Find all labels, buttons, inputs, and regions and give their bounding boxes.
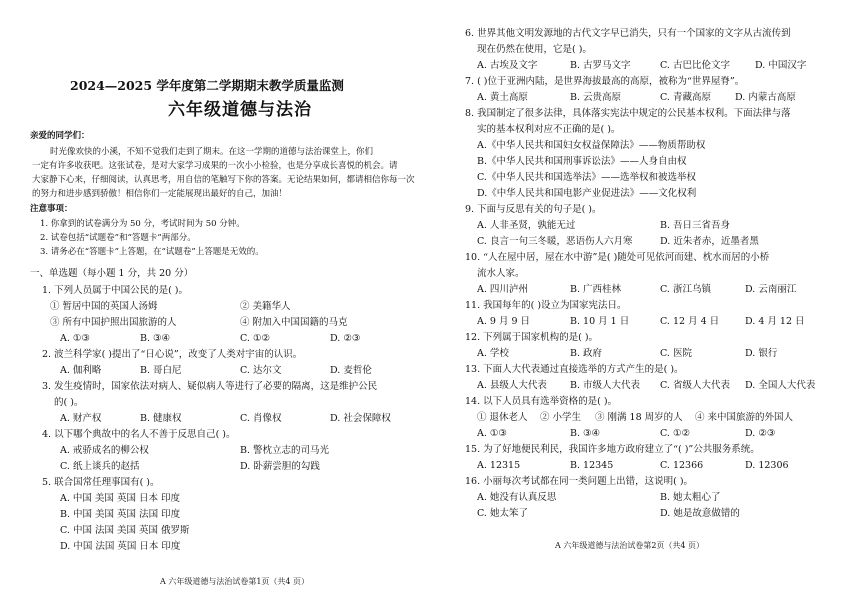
option-c: C.《中华人民共和国选举法》——选举权和被选举权 <box>477 172 696 183</box>
section-heading: 一、单选题（每小题 1 分，共 20 分） <box>30 268 194 279</box>
question-3: 3. 发生疫情时，国家依法对病人、疑似病人等进行了必要的隔离，这是维护公民 <box>42 381 378 392</box>
option-b: B. 广西桂林 <box>570 284 622 295</box>
option-a: A. 伽利略 <box>60 365 102 376</box>
option-a: A.《中华人民共和国妇女权益保障法》——物质帮助权 <box>477 140 706 151</box>
option-d: D. 银行 <box>745 348 778 359</box>
option-a: A. 古埃及文字 <box>477 60 538 71</box>
note-item: 1. 你拿到的试卷满分为 50 分，考试时间为 50 分钟。 <box>40 219 245 229</box>
question-10-cont: 流水人家。 <box>477 268 525 279</box>
option-b: B. 政府 <box>570 348 603 359</box>
option-d: D. 近朱者赤，近墨者黑 <box>660 236 759 247</box>
option-c: C. 良言一句三冬暖，恶语伤人六月寒 <box>477 236 633 247</box>
option-a: A. 学校 <box>477 348 509 359</box>
option-c: C. ①② <box>660 428 691 439</box>
option-b: B. 警枕立志的司马光 <box>240 445 330 456</box>
option-a: A. 9 月 9 日 <box>477 316 531 327</box>
option-a: A. ①③ <box>477 428 507 439</box>
option-a: A. 12315 <box>477 460 521 471</box>
option-d: D. ②③ <box>330 333 361 344</box>
note-item: 3. 请务必在“答题卡”上答题，在“试题卷”上答题是无效的。 <box>40 247 264 257</box>
option-text: ③ 所有中国护照出国旅游的人 <box>50 317 177 328</box>
option-d: D.《中华人民共和国电影产业促进法》——文化权利 <box>477 188 697 199</box>
option-c: C. 达尔文 <box>240 365 282 376</box>
option-b: B. 市级人大代表 <box>570 380 641 391</box>
question-15: 15. 为了好地便民利民，我国许多地方政府建立了“( )”公共服务系统。 <box>465 444 760 455</box>
option-c: C. 肖像权 <box>240 413 282 424</box>
option-a: A. 县级人大代表 <box>477 380 547 391</box>
option-d: D. 她是故意做错的 <box>660 508 740 519</box>
option-b: B. 古罗马文字 <box>570 60 631 71</box>
question-2: 2. 波兰科学家( )提出了“日心说”，改变了人类对宇宙的认识。 <box>42 349 303 360</box>
option-d: D. 12306 <box>745 460 789 471</box>
option-d: D. 全国人大代表 <box>745 380 816 391</box>
option-b: B. 健康权 <box>140 413 182 424</box>
option-c: C. 浙江乌镇 <box>660 284 711 295</box>
option-d: D. 中国汉字 <box>755 60 807 71</box>
question-16: 16. 小丽每次考试都在同一类问题上出错，这说明( )。 <box>465 476 694 487</box>
option-text: ③ 刚满 18 周岁的人 <box>595 412 683 423</box>
question-8-cont: 实的基本权利对应不正确的是( )。 <box>477 124 621 135</box>
question-1: 1. 下列人员属于中国公民的是( )。 <box>42 285 189 296</box>
option-text: ④ 来中国旅游的外国人 <box>695 412 794 423</box>
greeting: 亲爱的同学们： <box>30 131 90 141</box>
question-11: 11. 我国每年的( )设立为国家宪法日。 <box>465 300 627 311</box>
page-footer: A 六年级道德与法治试卷第2页（共4 页） <box>555 541 705 550</box>
option-a: A. 她没有认真反思 <box>477 492 557 503</box>
intro-line: 时光像欢快的小溪，不知不觉我们走到了期末。在这一学期的道德与法治课堂上，你们 <box>50 147 374 157</box>
question-3-cont: 的( )。 <box>54 397 84 408</box>
question-14: 14. 以下人员具有选举资格的是( )。 <box>465 396 618 407</box>
option-c: C. 12 月 4 日 <box>660 316 720 327</box>
option-d: D. ②③ <box>745 428 776 439</box>
option-a: A. 戒骄成名的柳公权 <box>60 445 149 456</box>
option-d: D. 4 月 12 日 <box>745 316 805 327</box>
option-d: D. 麦哲伦 <box>330 365 372 376</box>
option-d: D. 社会保障权 <box>330 413 391 424</box>
option-d: D. 云南丽江 <box>745 284 797 295</box>
intro-line: 大家静下心来，仔细阅读，认真思考，用自信的笔触写下你的答案。无论结果如何，都请相信你每一次 <box>32 175 415 185</box>
option-c: C. 医院 <box>660 348 692 359</box>
option-c: C. 青藏高原 <box>660 92 711 103</box>
option-b: B. ③④ <box>570 428 601 439</box>
question-8: 8. 我国制定了很多法律，具体落实宪法中规定的公民基本权利。下面法律与落 <box>465 108 791 119</box>
option-c: C. 省级人大代表 <box>660 380 730 391</box>
option-c: C. 古巴比伦文字 <box>660 60 730 71</box>
option-a: A. 中国 美国 英国 日本 印度 <box>60 493 180 504</box>
option-c: C. ①② <box>240 333 271 344</box>
option-d: D. 卧薪尝胆的勾践 <box>240 461 320 472</box>
option-b: B. 中国 美国 英国 法国 印度 <box>60 509 181 520</box>
option-b: B. 云贵高原 <box>570 92 622 103</box>
option-a: A. 黄土高原 <box>477 92 528 103</box>
option-b: B.《中华人民共和国刑事诉讼法》——人身自由权 <box>477 156 687 167</box>
question-6: 6. 世界其他文明发源地的古代文字早已消失，只有一个国家的文字从古流传到 <box>465 28 791 39</box>
intro-line: 的努力和进步感到骄傲！相信你们一定能展现出最好的自己，加油！ <box>32 189 288 199</box>
option-b: B. 吾日三省吾身 <box>660 220 731 231</box>
question-4: 4. 以下哪个典故中的名人不善于反思自己( )。 <box>42 429 236 440</box>
option-a: A. ①③ <box>60 333 90 344</box>
question-6-cont: 现在仍然在使用，它是( )。 <box>477 44 592 55</box>
option-d: D. 内蒙古高原 <box>735 92 796 103</box>
option-text: ② 小学生 <box>540 412 582 423</box>
question-12: 12. 下列属于国家机构的是( )。 <box>465 332 599 343</box>
option-b: B. 12345 <box>570 460 614 471</box>
option-a: A. 财产权 <box>60 413 102 424</box>
notes-title: 注意事项： <box>30 204 73 214</box>
option-c: C. 中国 法国 美国 英国 俄罗斯 <box>60 525 190 536</box>
question-5: 5. 联合国常任理事国有( )。 <box>42 477 160 488</box>
option-text: ① 退休老人 <box>477 412 528 423</box>
question-9: 9. 下面与反思有关的句子是( )。 <box>465 204 602 215</box>
intro-line: 一定有许多收获吧。这张试卷，是对大家学习成果的一次小小检验，也是分享成长喜悦的机会。请 <box>32 161 398 171</box>
page-footer: A 六年级道德与法治试卷第1页（共4 页） <box>160 577 310 586</box>
note-item: 2. 试卷包括“试题卷”和“答题卡”两部分。 <box>40 233 196 243</box>
option-a: A. 四川泸州 <box>477 284 528 295</box>
option-text: ② 美籍华人 <box>240 301 291 312</box>
option-text: ④ 附加入中国国籍的马克 <box>240 317 348 328</box>
option-d: D. 中国 法国 英国 日本 印度 <box>60 541 181 552</box>
option-c: C. 她太笨了 <box>477 508 528 519</box>
option-c: C. 12366 <box>660 460 704 471</box>
option-b: B. 10 月 1 日 <box>570 316 630 327</box>
option-c: C. 纸上谈兵的赵括 <box>60 461 140 472</box>
subject-title: 六年级道德与法治 <box>168 100 312 120</box>
option-text: ① 暂居中国的英国人汤姆 <box>50 301 158 312</box>
option-b: B. 她太粗心了 <box>660 492 721 503</box>
question-13: 13. 下面人大代表通过直接选举的方式产生的是( )。 <box>465 364 684 375</box>
question-7: 7. ( )位于亚洲内陆，是世界海拔最高的高原，被称为“世界屋脊”。 <box>465 76 745 87</box>
question-10: 10. “人在屋中居，屋在水中游”是( )随处可见依河而建、枕水而居的小桥 <box>465 252 770 263</box>
option-b: B. 哥白尼 <box>140 365 182 376</box>
exam-year-title: 2024—2025 学年度第二学期期末教学质量监测 <box>70 78 344 93</box>
option-a: A. 人非圣贤，孰能无过 <box>477 220 576 231</box>
option-b: B. ③④ <box>140 333 171 344</box>
